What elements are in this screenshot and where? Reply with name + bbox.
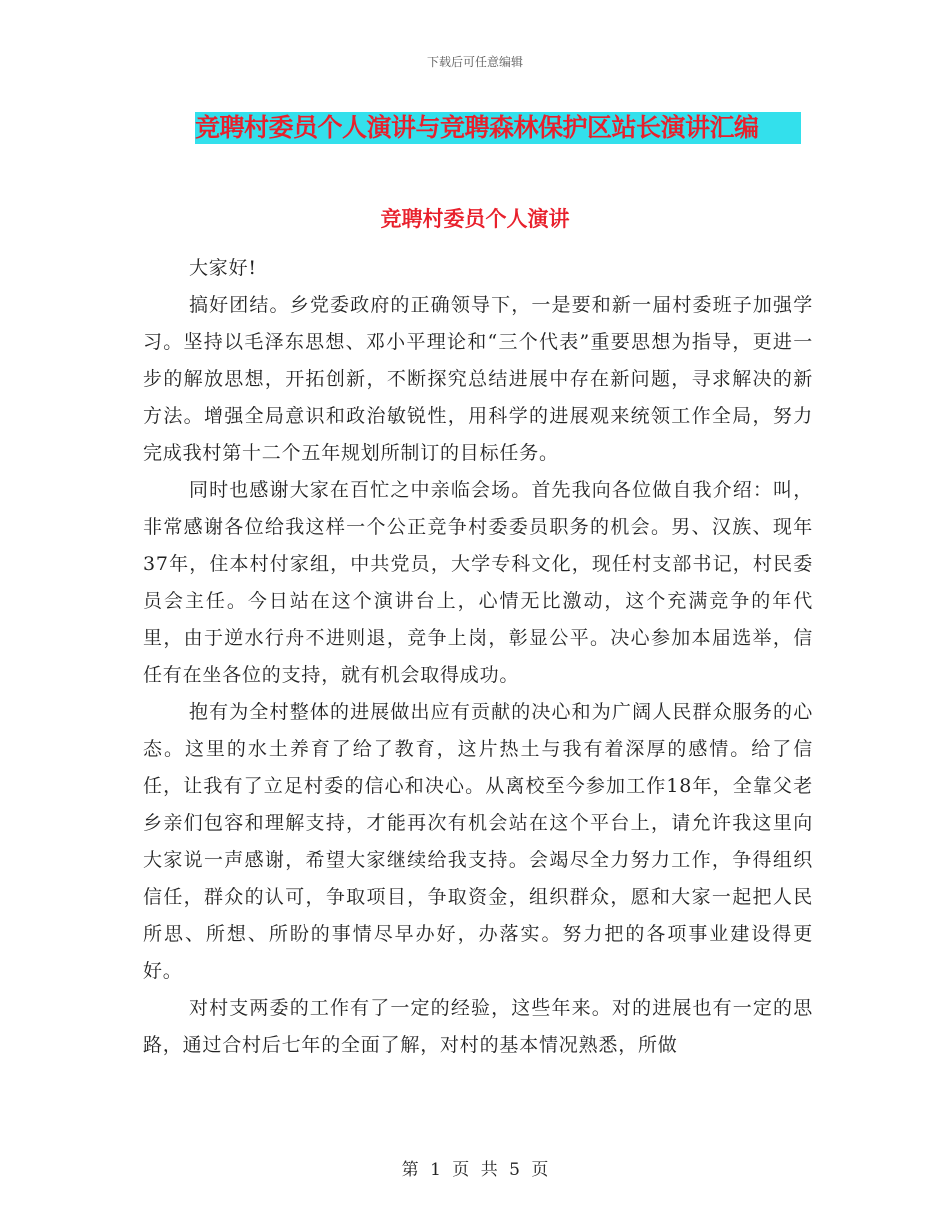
document-title: 竞聘村委员个人演讲与竞聘森林保护区站长演讲汇编: [195, 112, 801, 144]
paragraph: 对村支两委的工作有了一定的经验，这些年来。对的进展也有一定的思路，通过合村后七年的全面了解，对村的基本情况熟悉，所做: [143, 997, 813, 1056]
page-footer: 第 1 页 共 5 页: [401, 1160, 549, 1180]
header-note: 下载后可任意编辑: [426, 55, 523, 69]
paragraph-greeting: 大家好!: [189, 257, 257, 279]
section-title: 竞聘村委员个人演讲: [380, 207, 570, 231]
paragraph: 抱有为全村整体的进展做出应有贡献的决心和为广阔人民群众服务的心态。这里的水土养育了给了教育，这片热土与我有着深厚的感情。给了信任，让我有了立足村委的信心和决心。从离校至今参加工作18年，全靠父老乡亲们包容和理解支持，才能再次有机会站在这个平台上，请允许我这里向大家说一声感谢，希望大家继续给我支持。会竭尽全力努力工作，争得组织信任，群众的认可，争取项目，争取资金，组织群众，愿和大家一起把人民所思、所想、所盼的事情尽早办好，办落实。努力把的各项事业建设得更好。: [143, 701, 813, 982]
paragraph: 搞好团结。乡党委政府的正确领导下，一是要和新一届村委班子加强学习。坚持以毛泽东思想、邓小平理论和“三个代表”重要思想为指导，更进一步的解放思想，开拓创新，不断探究总结进展中存在新问题，寻求解决的新方法。增强全局意识和政治敏锐性，用科学的进展观来统领工作全局，努力完成我村第十二个五年规划所制订的目标任务。: [143, 294, 813, 464]
body-text: [143, 250, 813, 1064]
paragraph: 同时也感谢大家在百忙之中亲临会场。首先我向各位做自我介绍：叫，非常感谢各位给我这样一个公正竞争村委委员职务的机会。男、汉族、现年37年，住本村付家组，中共党员，大学专科文化，现任村支部书记，村民委员会主任。今日站在这个演讲台上，心情无比激动，这个充满竞争的年代里，由于逆水行舟不进则退，竞争上岗，彰显公平。决心参加本届选举，信任有在坐各位的支持，就有机会取得成功。: [143, 479, 813, 686]
